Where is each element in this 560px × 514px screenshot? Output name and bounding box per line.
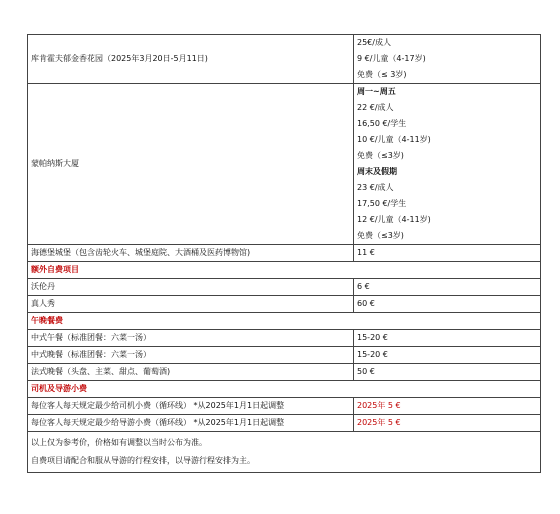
price-line: 免费（≤ 3岁) [357,70,407,79]
section-title: 司机及导游小费 [28,381,541,398]
note-line: 自费项目请配合和服从导游的行程安排，以导游行程安排为主。 [31,456,255,465]
price-line: 22 €/成人 [357,103,394,112]
table-row [28,35,541,84]
table-row [28,296,541,313]
item-name: 中式午餐（标准团餐：六菜一汤） [28,330,354,347]
notes-row [28,432,541,473]
price-cell: 15-20 € [354,330,541,347]
price-cell [354,35,541,84]
item-name: 每位客人每天规定最少给司机小费（循环线） *从2025年1月1日起调整 [28,398,354,415]
price-cell [354,84,541,245]
price-cell: 2025年 5 € [354,398,541,415]
section-header [28,262,541,279]
attraction-name: 蒙帕纳斯大厦 [28,84,354,245]
price-table [27,34,541,473]
price-group-title: 周一~周五 [357,87,396,96]
section-title: 额外自费项目 [28,262,541,279]
price-line: 免费（≤3岁) [357,231,404,240]
attraction-name: 海德堡城堡（包含齿轮火车、城堡庭院、大酒桶及医药博物馆) [28,245,354,262]
price-line: 23 €/成人 [357,183,394,192]
table-row [28,279,541,296]
price-cell: 11 € [354,245,541,262]
price-line: 12 €/儿童（4-11岁) [357,215,431,224]
price-group-title: 周末及假期 [357,167,397,176]
price-line: 16,50 €/学生 [357,119,407,128]
price-sheet [27,34,540,473]
table-row [28,330,541,347]
table-row [28,364,541,381]
attraction-name: 库肯霍夫郁金香花园（2025年3月20日-5月11日) [28,35,354,84]
price-line: 25€/成人 [357,38,391,47]
price-cell: 60 € [354,296,541,313]
price-cell: 15-20 € [354,347,541,364]
section-title: 午晚餐费 [28,313,541,330]
notes-cell [28,432,541,473]
item-name: 法式晚餐（头盘、主菜、甜点、葡萄酒) [28,364,354,381]
section-header [28,313,541,330]
table-row [28,245,541,262]
item-name: 中式晚餐（标准团餐：六菜一汤） [28,347,354,364]
item-name: 真人秀 [28,296,354,313]
price-cell: 50 € [354,364,541,381]
table-row [28,347,541,364]
price-line: 9 €/儿童（4-17岁) [357,54,426,63]
price-line: 17,50 €/学生 [357,199,407,208]
item-name: 每位客人每天规定最少给导游小费（循环线） *从2025年1月1日起调整 [28,415,354,432]
item-name: 沃伦丹 [28,279,354,296]
table-row [28,84,541,245]
note-line: 以上仅为参考价，价格如有调整以当时公布为准。 [31,438,207,447]
price-cell: 6 € [354,279,541,296]
price-line: 免费（≤3岁) [357,151,404,160]
price-cell: 2025年 5 € [354,415,541,432]
table-row [28,398,541,415]
section-header [28,381,541,398]
price-line: 10 €/儿童（4-11岁) [357,135,431,144]
table-row [28,415,541,432]
